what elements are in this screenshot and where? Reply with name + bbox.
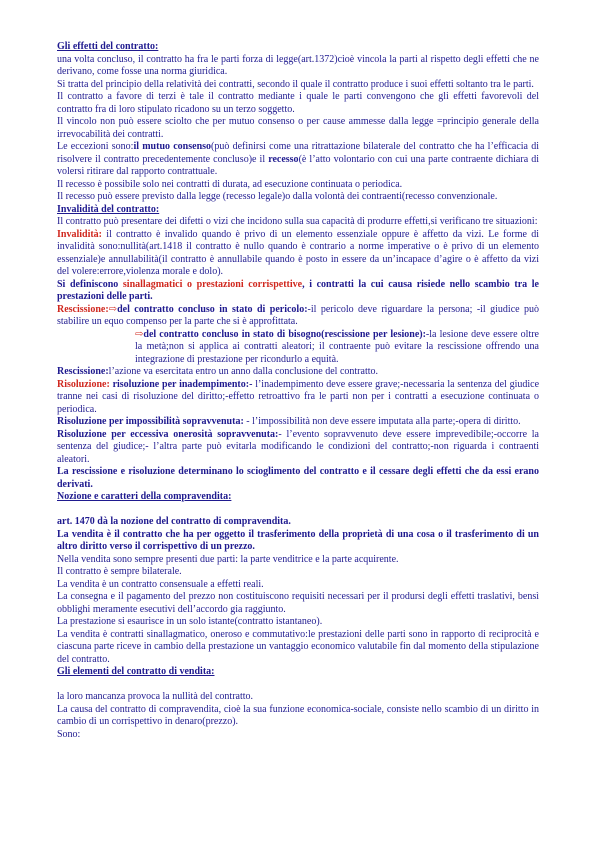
paragraph: Il vincolo non può essere sciolto che per mutuo consenso o per cause ammesse dalla legge =principio generale della irrevocabilità dei contratti. — [57, 116, 539, 140]
text-span: Si definiscono — [57, 278, 123, 290]
document-page — [57, 41, 539, 741]
text-span: -il pericolo deve riguardare la persona; -il giudice può stabilire un equo compenso per la parte che si è approfittata. — [57, 303, 540, 327]
paragraph: una volta concluso, il contratto ha fra le parti forza di legge(art.1372)cioè vincola la parti al rispetto degli effetti che ne derivano, come fosse una norma giuridica. — [57, 53, 539, 77]
text-span: del contratto concluso in stato di bisogno(rescissione per lesione): — [143, 328, 426, 340]
term-mutuo-consenso: il mutuo consenso — [133, 141, 212, 152]
text-span: l’azione va esercitata entro un anno dalla conclusione del contratto. — [108, 366, 379, 377]
text-span: , i contratti la cui causa risiede nello scambio tra le prestazioni delle parti. — [57, 278, 539, 302]
arrow-icon: ⇨ — [135, 328, 144, 340]
paragraph: La vendita è contratti sinallagmatico, oneroso e commutativo:le prestazioni delle parti sono in rapporto di reciprocità e ciascuna parte riceve in cambio della prestazione un vantaggio economico valutabile fin dal momento della stipulazione del contratto. — [57, 628, 539, 665]
paragraph: art. 1470 dà la nozione del contratto di compravendita. — [57, 516, 291, 527]
paragraph: Il recesso può essere previsto dalla legge (recesso legale)o dalla volontà dei contraenti(recesso convenzionale. — [57, 191, 498, 202]
text-span: (è l’atto volontario con cui una parte contraente dichiara di volersi ritirare dal rapporto contrattuale. — [57, 153, 539, 177]
text-span: - l’impossibilità non deve essere imputata alla parte;-opera di diritto. — [243, 416, 521, 427]
paragraph-risoluzione-onerosita — [57, 429, 539, 467]
paragraph-risoluzione-impossibilita — [57, 416, 539, 429]
paragraph: Il contratto è sempre bilaterale. — [57, 566, 182, 577]
term-rescissione: Rescissione: — [57, 366, 109, 377]
term-sinallagmatici: sinallagmatici o prestazioni corrispettive — [122, 278, 303, 290]
paragraph: Sono: — [57, 728, 81, 740]
text-span: risoluzione per inadempimento:- — [112, 378, 253, 390]
spacer — [57, 504, 539, 517]
paragraph-eccezioni — [57, 141, 539, 179]
paragraph: La vendita è un contratto consensuale a effetti reali. — [57, 578, 264, 590]
text-span: del contratto concluso in stato di pericolo: — [117, 303, 308, 315]
section-title-invalidita: Invalidità del contratto: — [57, 203, 160, 215]
paragraph-conclusione: La rescissione e risoluzione determinano lo scioglimento del contratto e il cessare degli effetti che da essi erano derivati. — [57, 466, 539, 490]
paragraph: Il contratto a favore di terzi è tale il contratto mediante i quale le parti convengono che gli effetti favorevoli del contratto fra di loro stipulato ricadono su un terzo soggetto. — [57, 91, 539, 115]
term-recesso: recesso — [268, 153, 299, 165]
text-span: Le eccezioni sono: — [57, 141, 134, 152]
term-risoluzione: Risoluzione: — [57, 378, 113, 390]
term-invalidita: Invalidità: — [57, 228, 103, 240]
paragraph: La prestazione si esaurisce in un solo istante(contratto istantaneo). — [57, 616, 323, 627]
paragraph: Il contratto può presentare dei difetti o vizi che incidono sulla sua capacità di produrre effetti,si verificano tre situazioni: — [57, 216, 538, 227]
spacer — [57, 679, 539, 692]
text-span: - l’evento sopravvenuto deve essere imprevedibile;-occorre la sentenza del giudice;- l’altra parte può evitarla modificando le condizioni del contratto;-non riguarda i contraenti aleatori. — [57, 428, 539, 465]
paragraph-sinallagmatici — [57, 279, 539, 304]
term-risoluzione-onerosita: Risoluzione per eccessiva onerosità sopravvenuta: — [57, 428, 279, 440]
paragraph: Si tratta del principio della relatività dei contratti, secondo il quale il contratto produce i suoi effetti soltanto tra le parti. — [57, 78, 534, 90]
section-title-elementi: Gli elementi del contratto di vendita: — [57, 666, 215, 677]
text-span: il contratto è invalido quando è privo di un elemento essenziale oppure è affetto da vizi. Le forme di invalidità sono:nullità(art.1418 il contratto è nullo quando è contrario a norme imperative o è privo di un elemento essenziale)e annullabilità(il contratto è annullabile quando è posto in essere da un’incapace d’agire o è affetto da vizi del volere:errore,violenza morale e dolo). — [57, 228, 539, 277]
arrow-icon: ⇨ — [108, 303, 118, 315]
paragraph: Nella vendita sono sempre presenti due parti: la parte venditrice e la parte acquirente. — [57, 553, 399, 565]
paragraph-rescissione-pericolo — [57, 304, 539, 329]
paragraph: La causa del contratto di compravendita, cioè la sua funzione economica-sociale, consiste nello scambio di un diritto in cambio di un corrispettivo in denaro(prezzo). — [57, 703, 539, 727]
text-span: -la lesione deve essere oltre la metà;non si applica ai contratti aleatori; il contraente può evitare la rescissione offrendo una integrazione di prestazione per ricondurlo a equità. — [135, 328, 539, 365]
section-title-compravendita: Nozione e caratteri della compravendita: — [57, 491, 232, 502]
term-risoluzione-impossibilita: Risoluzione per impossibilità sopravvenuta: — [57, 416, 244, 427]
term-rescissione: Rescissione: — [57, 303, 109, 315]
paragraph-rescissione-bisogno — [57, 329, 539, 367]
section-title-effetti: Gli effetti del contratto: — [57, 41, 159, 52]
paragraph: La consegna e il pagamento del prezzo non costituiscono requisiti necessari per il prodursi degli effetti traslativi, bensì obblighi meramente esecutivi dell’accordo gia raggiunto. — [57, 591, 539, 615]
paragraph: La vendita è il contratto che ha per oggetto il trasferimento della proprietà di una cosa o il trasferimento di un altro diritto verso il corrispettivo di un prezzo. — [57, 528, 539, 552]
paragraph: Il recesso è possibile solo nei contratti di durata, ad esecuzione continuata o periodica. — [57, 178, 403, 190]
paragraph-risoluzione-inadempimento — [57, 379, 539, 417]
text-span: l’inadempimento deve essere grave;-necessaria la sentenza del giudice tranne nei casi di risoluzione del diritto;-effetto retroattivo fra le parti non per i contratti a esecuzione continuata o periodica. — [57, 378, 540, 415]
text-span: (può definirsi come una ritrattazione bilaterale del contratto che ha l’efficacia di risolvere il contratto precedentemente concluso)e il — [57, 141, 540, 165]
paragraph-rescissione-azione — [57, 366, 539, 379]
paragraph-invalidita — [57, 229, 539, 279]
paragraph: la loro mancanza provoca la nullità del contratto. — [57, 691, 254, 702]
